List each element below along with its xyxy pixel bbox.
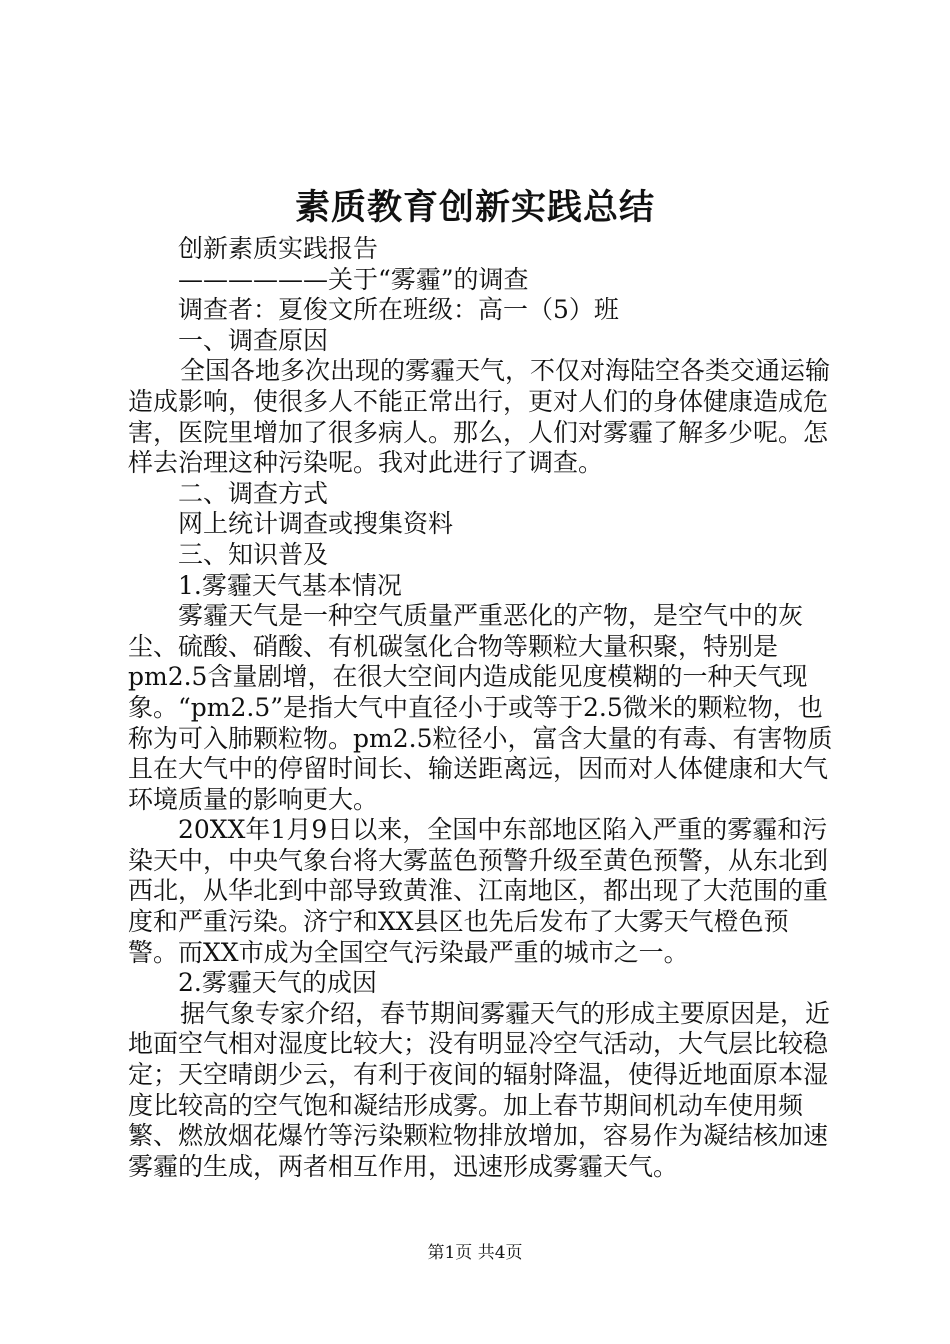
document-title: 素质教育创新实践总结 — [294, 187, 655, 228]
section-2-heading: 二、调查方式 — [178, 478, 329, 508]
subsection-1-paragraph-2: 20XX年1月9日以来，全国中东部地区陷入严重的雾霾和污染天中，中央气象台将大雾蓝色预警升级至黄色预警，从东北到西北，从华北到中部导致黄淮、江南地区，都出现了大范围的重度和严重污染。济宁和XX县区也先后发布了大雾天气橙色预警。而XX市成为全国空气污染最严重的城市之一。 — [128, 815, 829, 967]
report-line: 创新素质实践报告 — [178, 234, 379, 263]
subsection-2-paragraph: 据气象专家介绍，春节期间雾霾天气的形成主要原因是，近地面空气相对湿度比较大；没有明显冷空气活动，大气层比较稳定；天空晴朗少云，有利于夜间的辐射降温，使得近地面原本湿度比较高的空气饱和凝结形成雾。加上春节期间机动车使用频繁、燃放烟花爆竹等污染颗粒物排放增加，容易作为凝结核加速雾霾的生成，两者相互作用，迅速形成雾霾天气。 — [128, 998, 831, 1181]
section-1-heading: 一、调查原因 — [178, 325, 329, 355]
section-2-paragraph: 网上统计调查或搜集资料 — [178, 509, 454, 539]
section-3-heading: 三、知识普及 — [178, 539, 329, 569]
subsection-2-heading: 2.雾霾天气的成因 — [178, 968, 377, 998]
subsection-1-heading: 1.雾霾天气基本情况 — [178, 570, 402, 600]
section-1-paragraph: 全国各地多次出现的雾霾天气，不仅对海陆空各类交通运输造成影响，使很多人不能正常出行，更对人们的身体健康造成危害，医院里增加了很多病人。那么，人们对雾霾了解多少呢。怎样去治理这种污染呢。我对此进行了调查。 — [128, 356, 831, 478]
subsection-1-paragraph-1: 雾霾天气是一种空气质量严重恶化的产物，是空气中的灰尘、硫酸、硝酸、有机碳氢化合物等颗粒大量积聚，特别是pm2.5含量剧增，在很大空间内造成能见度模糊的一种天气现象。“pm2.5”是指大气中直径小于或等于2.5微米的颗粒物，也称为可入肺颗粒物。pm2.5粒径小，富含大量的有毒、有害物质且在大气中的停留时间长、输送距离远，因而对人体健康和大气环境质量的影响更大。 — [128, 601, 833, 814]
page-number-footer: 第1页 共4页 — [427, 1243, 523, 1263]
author-line: 调查者：夏俊文所在班级：高一（5）班 — [178, 295, 619, 325]
document-body — [128, 234, 834, 1182]
subtitle-line: ——————关于“雾霾”的调查 — [178, 264, 529, 294]
